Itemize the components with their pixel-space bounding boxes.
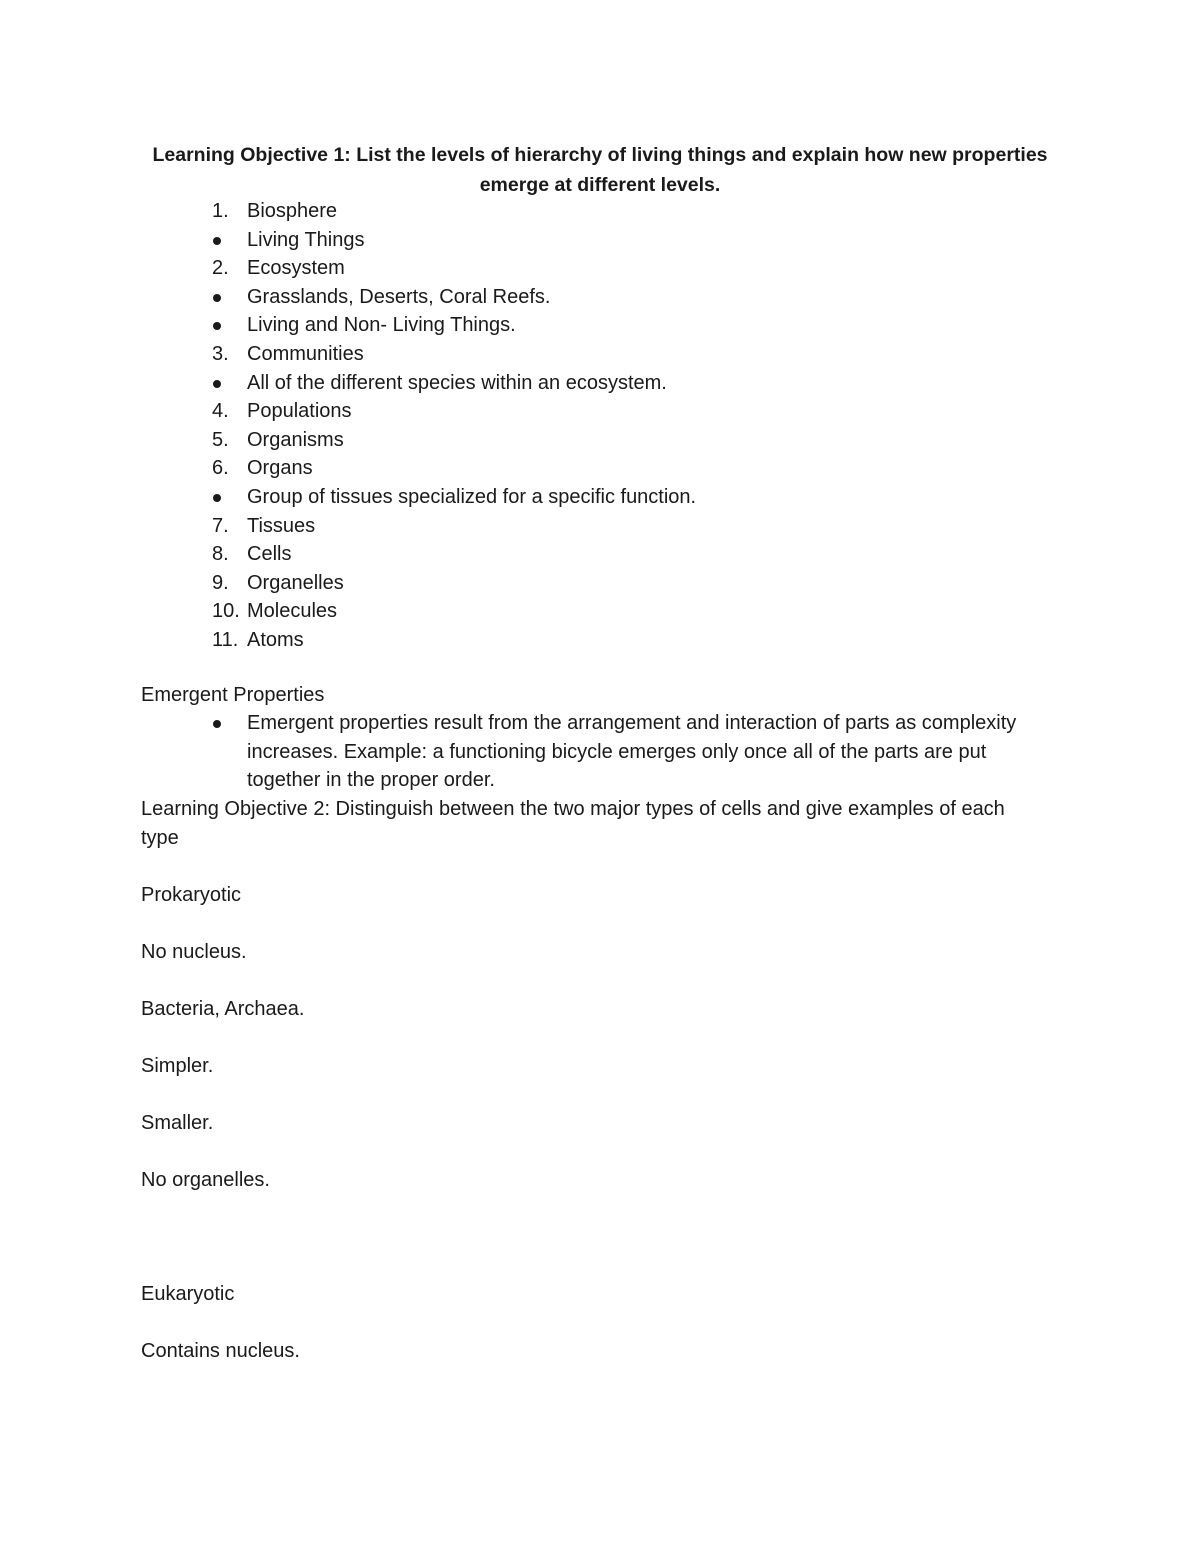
list-item	[0, 483, 1200, 512]
list-number: 2.	[212, 257, 229, 280]
list-item-text: Grasslands, Deserts, Coral Reefs.	[247, 285, 551, 308]
list-item	[0, 369, 1200, 398]
list-item-text: Cells	[247, 543, 292, 566]
list-item-text: Living and Non- Living Things.	[247, 314, 516, 337]
list-item	[0, 454, 1200, 483]
bullet-icon	[213, 237, 221, 245]
list-number: 1.	[212, 200, 229, 222]
list-item	[0, 540, 1200, 569]
list-number: 6.	[212, 457, 229, 480]
list-item-text: All of the different species within an ecosystem.	[247, 371, 667, 394]
objective-2-heading: Learning Objective 2: Distinguish between the two major types of cells and give examples of each type	[141, 798, 1005, 849]
prokaryotic-title: Prokaryotic	[141, 884, 242, 906]
list-item	[0, 197, 1200, 226]
list-item	[0, 340, 1200, 369]
list-item	[0, 626, 1200, 655]
list-item-text: Tissues	[247, 514, 316, 537]
list-item-text: Ecosystem	[247, 257, 345, 280]
prokaryotic-point: Smaller.	[141, 1112, 214, 1134]
list-number: 7.	[212, 514, 229, 537]
list-number: 4.	[212, 400, 229, 423]
bullet-icon	[213, 294, 221, 302]
list-item	[0, 512, 1200, 541]
bullet-icon	[213, 322, 221, 330]
list-item-text: Biosphere	[247, 200, 338, 222]
prokaryotic-point: Simpler.	[141, 1055, 214, 1077]
list-item	[0, 569, 1200, 598]
bullet-icon	[213, 380, 221, 388]
prokaryotic-point: No organelles.	[141, 1169, 270, 1191]
list-item	[0, 283, 1200, 312]
list-item-text: Organisms	[247, 428, 344, 451]
list-item	[0, 597, 1200, 626]
hierarchy-list	[0, 197, 1200, 655]
list-item	[0, 254, 1200, 283]
eukaryotic-point: Contains nucleus.	[141, 1340, 300, 1362]
list-item	[0, 311, 1200, 340]
list-item-text: Organelles	[247, 571, 344, 594]
list-item	[0, 397, 1200, 426]
list-item-text: Molecules	[247, 600, 338, 623]
list-number: 3.	[212, 342, 229, 365]
list-number: 5.	[212, 428, 229, 451]
list-item-text: Populations	[247, 400, 352, 423]
list-number: 10.	[212, 600, 240, 623]
list-item-text: Living Things	[247, 228, 365, 251]
list-item-text: Communities	[247, 342, 364, 365]
list-item	[0, 426, 1200, 455]
list-number: 11.	[212, 628, 239, 651]
list-number: 9.	[212, 571, 229, 594]
list-item-text: Organs	[247, 457, 313, 480]
bullet-icon	[213, 494, 221, 502]
prokaryotic-point: Bacteria, Archaea.	[141, 998, 305, 1020]
objective-1-heading: Learning Objective 1: List the levels of hierarchy of living things and explain how new properties emerge at different levels.	[152, 144, 1048, 196]
eukaryotic-title: Eukaryotic	[141, 1283, 235, 1305]
emergent-properties-title: Emergent Properties	[141, 684, 325, 706]
list-number: 8.	[212, 543, 229, 566]
list-item-text: Group of tissues specialized for a specific function.	[247, 485, 697, 508]
list-item	[0, 226, 1200, 255]
bullet-icon	[213, 720, 221, 728]
prokaryotic-point: No nucleus.	[141, 941, 247, 963]
emergent-properties-text: Emergent properties result from the arrangement and interaction of parts as complexity increases. Example: a functioning bicycle emerges only once all of the parts are put together in the proper order.	[247, 712, 1017, 792]
list-item-text: Atoms	[247, 628, 304, 651]
